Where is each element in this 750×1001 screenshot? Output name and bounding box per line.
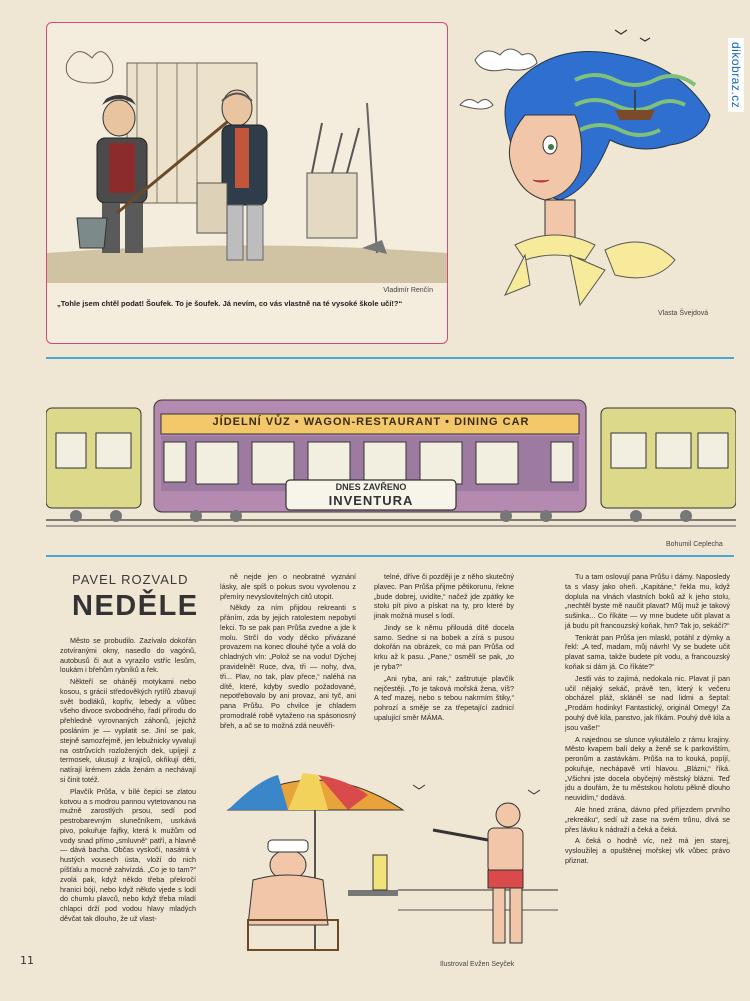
cartoon-3-credit: Bohumil Ceplecha: [666, 541, 723, 548]
article-author: PAVEL ROZVALD: [72, 572, 189, 587]
paragraph: Někdy za ním přijdou rekreanti s přáním, zda by jejich ratolestem nepobytí lekci. To se pak pan Průša zvedne a jde k molu. Strčí do vody děcko přivázané provazem na konec dlouhé tyče a volá do chladných vln: „Polož se na vodu! Dýchej pravidelně! Ruce, dva, tři — nohy, dva, tři... Plav, no tak, plav přece,“ naléhá na dítě, které, kdyby svedlo požadované, nepotřebovalo by ani provaz, ani tyč, ani pana Průšu. Po chvilce je chladem promodralé robě vytaženo na spásonosný břeh, a ač se to možná zdá neuvěři-: [220, 603, 356, 730]
article-column-4: [565, 572, 730, 868]
paragraph: A čeká o hodně víc, než má jen starej, vysloužilej a opuštěnej mořskej vlk vůbec právo přiznat.: [565, 836, 730, 865]
article-column-3: [374, 572, 514, 725]
paragraph: Někteří se oháněji motykami nebo kosou, s grácií středověkých rytířů zbavují svět bodláků, kopřiv, lebedy a vůbec všeho divoce svobodného, řadí přírodu do přehledně vyrovnaných záhonů, jejichž posláním je — vyplatit se. Jiní se pak, stejně samozřejmě, jen lebužnicky vyvalují na ostrůvcích rozložených dek, upíjejí z termosek, ukusují z krajíců, okřikují děti, natírají krémem záda ženám a nechávají si činit totéž.: [60, 677, 196, 784]
divider-top: [46, 357, 734, 359]
cartoon-1-caption: „Tohle jsem chtěl podat! Šoufek. To je šoufek. Já nevím, co vás vlastně na té vysoké škole učí!?“: [57, 299, 403, 308]
article-title: NEDĚLE: [72, 590, 199, 622]
article-column-1: [60, 636, 196, 926]
paragraph: „Ani ryba, ani rak,“ zaštrutuje plavčík nejčestěji. „To je taková mořská žena, víš? A teď mazej, nebo s tebou nakrmím štiky,“ pohrozí a směje se za třepetající zadnicí upalující směr MÁMA.: [374, 673, 514, 722]
closed-sign-line-1: DNES ZAVŘENO: [335, 482, 407, 492]
paragraph: A najednou se slunce vykutálelo z rámu krajiny. Město kvapem balí deky a ženě se k parkovištím, peronům a zastávkám. Průša na to kouká, popíjí, pokuřuje, nechápavě vrtí hlavou. „Blázni,“ říká. „Všichni jste docela obyčejný městský blázni. Teď jdu a doufám, že tu městskou holotu pěkně dlouho neuvidím,“ dodává.: [565, 734, 730, 803]
dining-car-sign: JÍDELNÍ VŮZ • WAGON-RESTAURANT • DINING CAR: [212, 416, 530, 428]
cartoon-4-credit: Ilustroval Evžen Seyček: [440, 961, 515, 968]
article-column-2: [220, 572, 356, 733]
paragraph: ně nejde jen o neobratné vyznání lásky, ale spíš o pokus svou vyvolenou z přemíry nevyslovitelných citů utopit.: [220, 572, 356, 601]
page-number: 11: [20, 954, 34, 967]
cartoon-2-illustration: [455, 20, 725, 320]
cartoon-3-train-illustration: [46, 378, 736, 538]
paragraph: Tu a tam oslovují pana Průšu i dámy. Naposledy ta s vlasy jako oheň. „Kapitáne,“ řekla mu, když doplula na vlnách vlastních boků až k jeho stolu, „nechtěl byste mě naučit plavat? Můj muž je takový sušinka... Co říkáte — vy mne budete učit plavat a já budu pít francouzský koňak, hm? Tak jo, sekáči?“: [565, 572, 730, 630]
paragraph: Jestli vás to zajímá, nedokala nic. Plavat jí pan učil nějaký sekáč, právě ten, který k večeru obcházel pláž, skláněl se nad lidmi a šeptal: „Prodám hodinky! Fantastický, originál Omegy! Za pouhý dvě kila, panstvo, jak říkám. Pouhý dvě kila a jsou vaše!“: [565, 673, 731, 732]
closed-sign-line-2: INVENTURA: [328, 493, 414, 508]
cartoon-1-credit: Vladimír Renčín: [383, 287, 433, 294]
cartoon-1-illustration: [47, 23, 447, 283]
cartoon-frame-1: [46, 22, 448, 344]
paragraph: Jindy se k němu přiloudá dítě docela samo. Sedne si na bobek a zírá s pusou dokořán na obrázek, co má pan Průša od krku až k pasu. „Pane,“ osmělí se pak, „to je ryba?“: [374, 622, 514, 672]
paragraph: telné, dříve či později je z něho skutečný plavec. Pan Průša přijme pětikorunu, řekne „bude dobrej, uvidíte,“ načež jde zpátky ke stolu pít pivo a pískat na ty, pro které by jinak možná musel s lodí.: [374, 572, 514, 621]
paragraph: Plavčík Průša, v bílé čepici se zlatou kotvou a s modrou pannou vytetovanou na mužně zarostlých prsou, sedí pod pestrobarevným slunečníkem, usrkává pivo, pokuřuje fajfky, která k mužům od vody snad přímo „smluvně“ patří, a hlavně — dává bacha. Občas vyskočí, nasátrá v hustých vousech ústa, vloží do nich píšťalu a mocně zahvízdá. „Co je to tam?“ zvolá pak, když někdo třeba překročí hranici bójí, nebo když někdo vjede s lodí do chumlu plavců, nebo když třeba mladí chlapci drží pod vodou hlavy mladých děvčat tak dlouho, že už vlast-: [60, 786, 196, 923]
paragraph: Tenkrát pan Průša jen mlaskl, potáhl z dýmky a řekl: „A teď, madam, můj návrh! Vy se budete učit plavat sama, takže budete pít vodu, a francouzský koňak si dám já. Co říkáte?“: [565, 632, 730, 672]
paragraph: Ale hned zrána, dávno před příjezdem prvního „rekreáku“, sedí už zase na svém trůnu, dívá se přes lávku k nádraží a čeká a čeká.: [565, 804, 730, 834]
divider-middle: [46, 555, 734, 557]
cartoon-4-beach-illustration: [218, 770, 558, 960]
cartoon-2-credit: Vlasta Švejdová: [658, 310, 709, 317]
paragraph: Město se probudilo. Zazívalo dokořán zotvíranými okny, nasedlo do vagónů, autobusů či aut a vyrazilo vstříc lesům, loukám i břehům rybníků a řek.: [60, 636, 196, 675]
watermark: dikobraz.cz: [728, 38, 744, 112]
